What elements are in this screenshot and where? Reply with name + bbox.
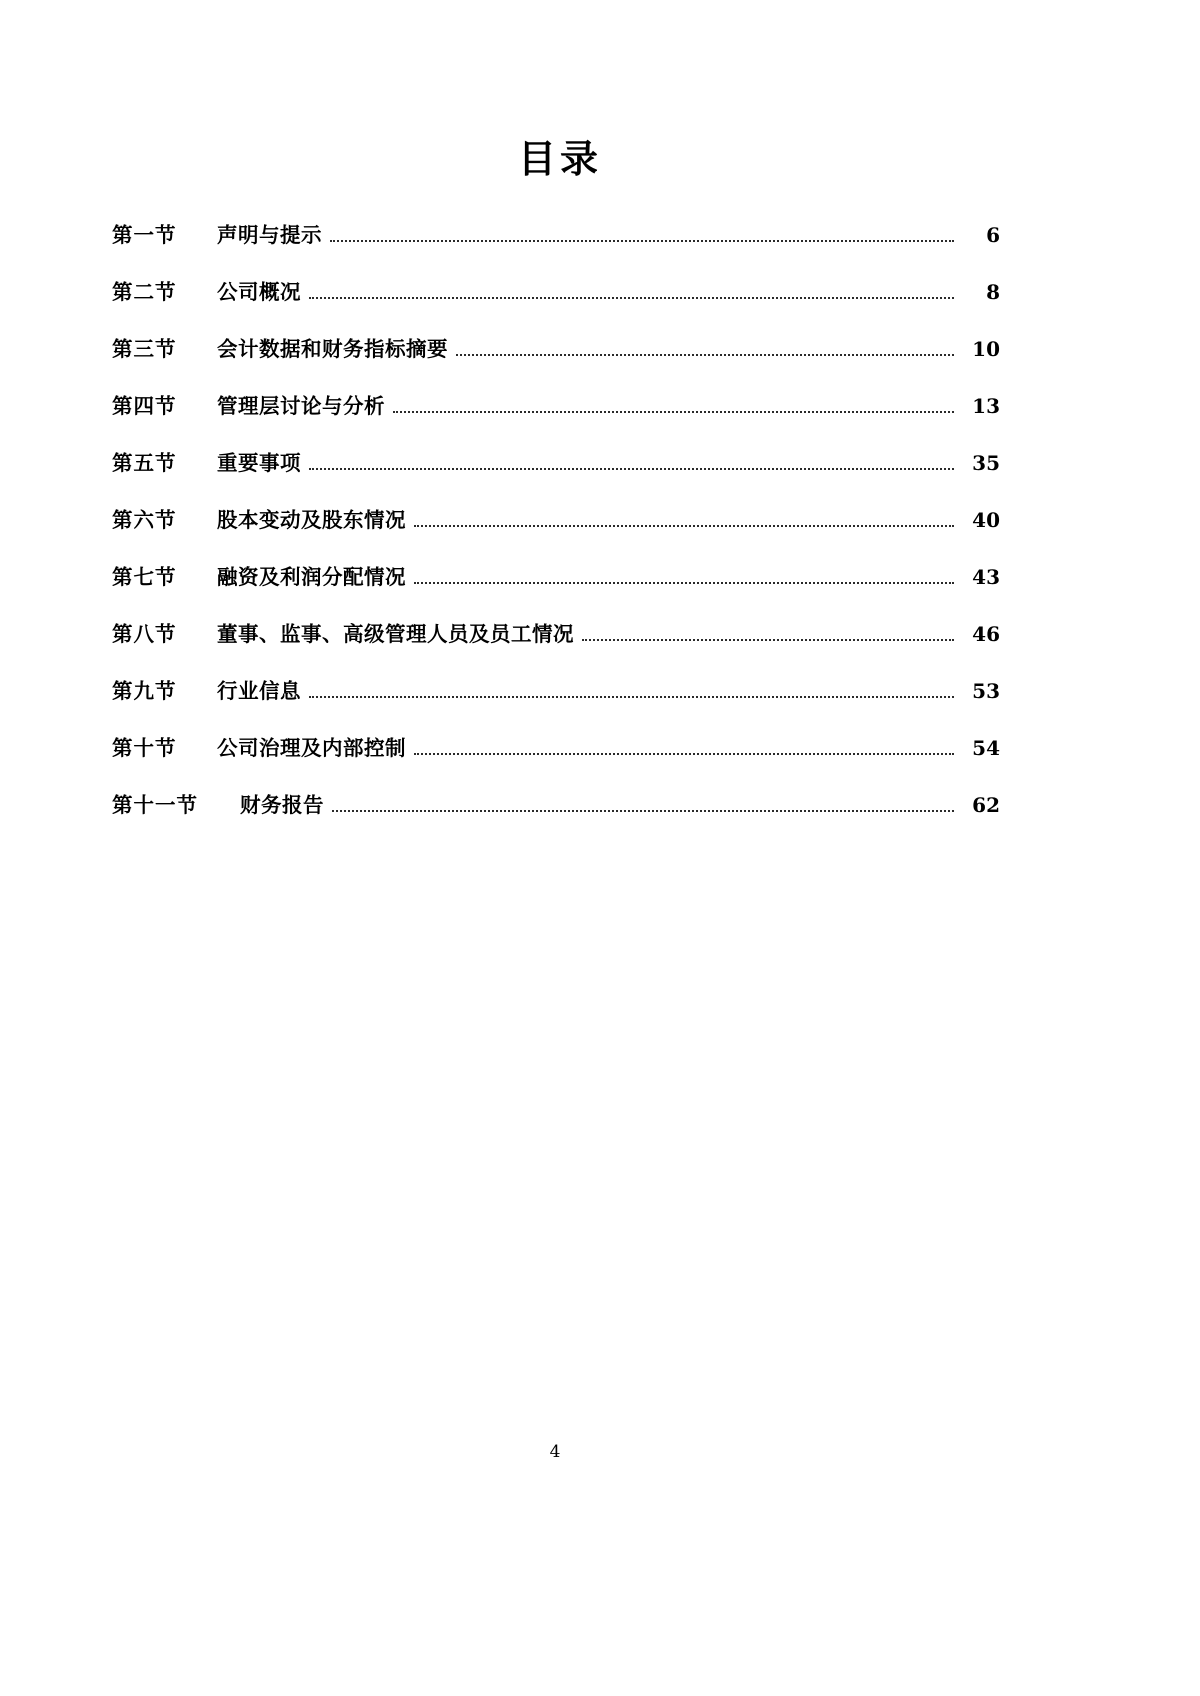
toc-page-number: 13 (972, 394, 1000, 418)
toc-page-number: 8 (986, 280, 1000, 304)
toc-page-number: 62 (972, 793, 1000, 817)
toc-section-label: 第九节 (112, 679, 177, 703)
toc-leader-dots (582, 638, 954, 641)
toc-entry-title: 公司概况 (217, 280, 301, 304)
toc-entry[interactable] (112, 788, 1000, 845)
toc-entry[interactable] (112, 731, 1000, 788)
toc-entry-title: 会计数据和财务指标摘要 (217, 337, 448, 361)
toc-page-number: 46 (972, 622, 1000, 646)
toc-leader-dots (414, 581, 954, 584)
toc-leader-dots (393, 410, 954, 413)
toc-entry-title: 财务报告 (240, 793, 324, 817)
toc-entry-title: 股本变动及股东情况 (217, 508, 406, 532)
toc-entry-title: 公司治理及内部控制 (217, 736, 406, 760)
toc-section-label: 第十一节 (112, 793, 198, 817)
toc-section-label: 第五节 (112, 451, 177, 475)
toc-entry[interactable] (112, 560, 1000, 617)
toc-page-number: 43 (972, 565, 1000, 589)
toc-section-label: 第十节 (112, 736, 177, 760)
toc-entry[interactable] (112, 275, 1000, 332)
toc-page-number: 40 (972, 508, 1000, 532)
toc-entry[interactable] (112, 446, 1000, 503)
toc-section-label: 第六节 (112, 508, 177, 532)
toc-leader-dots (330, 239, 954, 242)
toc-entry[interactable] (112, 389, 1000, 446)
toc-section-label: 第七节 (112, 565, 177, 589)
toc-section-label: 第一节 (112, 223, 177, 247)
toc-entry-title: 行业信息 (217, 679, 301, 703)
toc-entry[interactable] (112, 332, 1000, 389)
toc-leader-dots (309, 296, 954, 299)
toc-entry-title: 重要事项 (217, 451, 301, 475)
toc-entry-title: 声明与提示 (217, 223, 322, 247)
toc-entry-title: 融资及利润分配情况 (217, 565, 406, 589)
toc-entry[interactable] (112, 617, 1000, 674)
page-footer-number: 4 (549, 1442, 561, 1462)
toc-section-label: 第二节 (112, 280, 177, 304)
toc-entry-title: 管理层讨论与分析 (217, 394, 385, 418)
toc-entry-title: 董事、监事、高级管理人员及员工情况 (217, 622, 574, 646)
toc-leader-dots (456, 353, 954, 356)
toc-page-number: 10 (972, 337, 1000, 361)
toc-page-number: 35 (972, 451, 1000, 475)
page-title: 目录 (517, 136, 602, 181)
toc-leader-dots (309, 695, 954, 698)
toc-section-label: 第三节 (112, 337, 177, 361)
toc-leader-dots (332, 809, 954, 812)
toc-section-label: 第八节 (112, 622, 177, 646)
table-of-contents (112, 218, 1000, 845)
toc-entry[interactable] (112, 503, 1000, 560)
toc-entry[interactable] (112, 218, 1000, 275)
toc-page-number: 6 (986, 223, 1000, 247)
toc-page-number: 53 (972, 679, 1000, 703)
toc-page-number: 54 (972, 736, 1000, 760)
toc-entry[interactable] (112, 674, 1000, 731)
toc-leader-dots (414, 524, 954, 527)
toc-leader-dots (414, 752, 954, 755)
toc-section-label: 第四节 (112, 394, 177, 418)
toc-leader-dots (309, 467, 954, 470)
